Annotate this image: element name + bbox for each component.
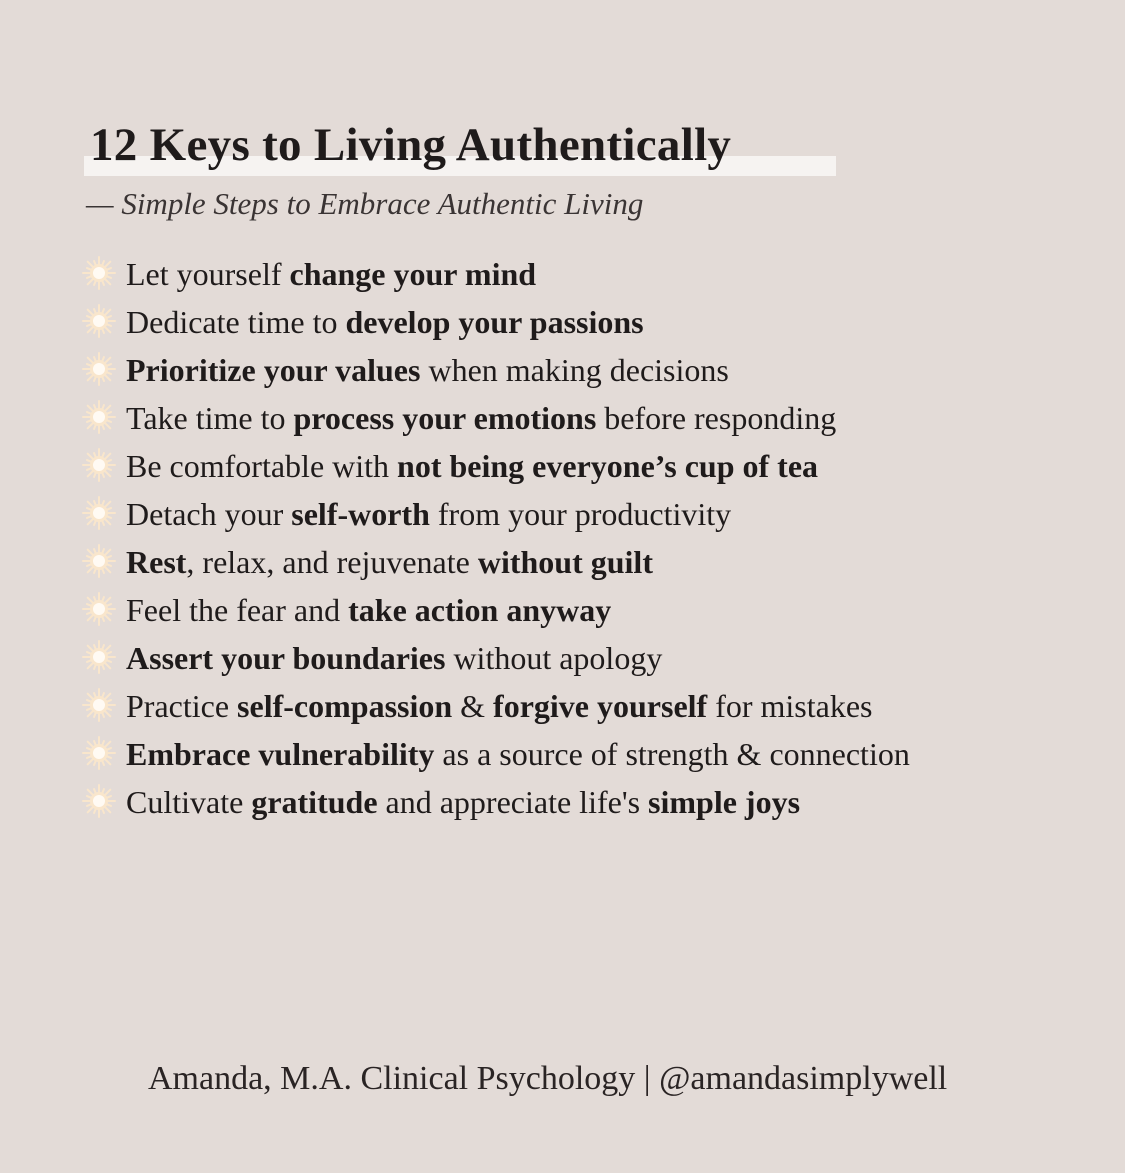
sun-icon bbox=[82, 352, 116, 386]
emphasis-text: Prioritize your values bbox=[126, 351, 421, 388]
emphasis-text: process your emotions bbox=[293, 399, 597, 436]
list-item bbox=[82, 490, 910, 538]
list-item-text bbox=[126, 640, 662, 677]
list-item bbox=[82, 346, 910, 394]
list-item bbox=[82, 682, 910, 730]
list-item-text bbox=[126, 352, 729, 389]
sun-icon bbox=[82, 496, 116, 530]
sun-icon bbox=[82, 544, 116, 578]
subtitle: — Simple Steps to Embrace Authentic Living bbox=[86, 186, 644, 221]
plain-text: Practice bbox=[126, 687, 238, 724]
plain-text: Be comfortable with bbox=[126, 447, 398, 484]
emphasis-text: not being everyone’s cup of tea bbox=[397, 447, 819, 484]
plain-text: Feel the fear and bbox=[126, 591, 349, 628]
plain-text: Let yourself bbox=[126, 255, 290, 292]
list-item bbox=[82, 538, 910, 586]
plain-text: , relax, and rejuvenate bbox=[186, 543, 478, 580]
plain-text: Take time to bbox=[126, 399, 294, 436]
list-item bbox=[82, 634, 910, 682]
emphasis-text: Rest bbox=[126, 543, 187, 580]
list-item-text bbox=[126, 304, 644, 341]
plain-text: as a source of strength & connection bbox=[434, 735, 910, 772]
list-item-text bbox=[126, 448, 818, 485]
plain-text: before responding bbox=[596, 399, 837, 436]
plain-text: & bbox=[452, 687, 494, 724]
list-item-text bbox=[126, 544, 653, 581]
list-item bbox=[82, 442, 910, 490]
plain-text: Dedicate time to bbox=[126, 303, 346, 340]
emphasis-text: change your mind bbox=[289, 255, 537, 292]
plain-text: Detach your bbox=[126, 495, 292, 532]
emphasis-text: Assert your boundaries bbox=[126, 639, 446, 676]
plain-text: from your productivity bbox=[429, 495, 732, 532]
plain-text: when making decisions bbox=[420, 351, 729, 388]
emphasis-text: without guilt bbox=[477, 543, 653, 580]
plain-text: for mistakes bbox=[707, 687, 873, 724]
list-item bbox=[82, 250, 910, 298]
list-item bbox=[82, 778, 910, 826]
plain-text: Cultivate bbox=[126, 783, 252, 820]
keys-list bbox=[82, 250, 910, 826]
emphasis-text: gratitude bbox=[251, 783, 378, 820]
plain-text: and appreciate life's bbox=[377, 783, 649, 820]
list-item-text bbox=[126, 688, 873, 725]
list-item bbox=[82, 730, 910, 778]
sun-icon bbox=[82, 304, 116, 338]
sun-icon bbox=[82, 784, 116, 818]
title-block bbox=[84, 112, 731, 178]
sun-icon bbox=[82, 592, 116, 626]
list-item-text bbox=[126, 784, 800, 821]
emphasis-text: self-compassion bbox=[237, 687, 453, 724]
emphasis-text: develop your passions bbox=[345, 303, 644, 340]
emphasis-text: take action anyway bbox=[348, 591, 612, 628]
sun-icon bbox=[82, 736, 116, 770]
list-item-text bbox=[126, 496, 731, 533]
list-item bbox=[82, 394, 910, 442]
list-item-text bbox=[126, 592, 611, 629]
sun-icon bbox=[82, 448, 116, 482]
author-credit: Amanda, M.A. Clinical Psychology | @amandasimplywell bbox=[148, 1060, 948, 1097]
page-title: 12 Keys to Living Authentically bbox=[90, 119, 732, 171]
sun-icon bbox=[82, 640, 116, 674]
sun-icon bbox=[82, 256, 116, 290]
list-item-text bbox=[126, 400, 836, 437]
plain-text: without apology bbox=[445, 639, 663, 676]
sun-icon bbox=[82, 688, 116, 722]
list-item-text bbox=[126, 736, 910, 773]
emphasis-text: self-worth bbox=[291, 495, 430, 532]
emphasis-text: simple joys bbox=[648, 783, 801, 820]
emphasis-text: Embrace vulnerability bbox=[126, 735, 435, 772]
emphasis-text: forgive yourself bbox=[493, 687, 708, 724]
list-item bbox=[82, 298, 910, 346]
list-item-text bbox=[126, 256, 536, 293]
sun-icon bbox=[82, 400, 116, 434]
list-item bbox=[82, 586, 910, 634]
